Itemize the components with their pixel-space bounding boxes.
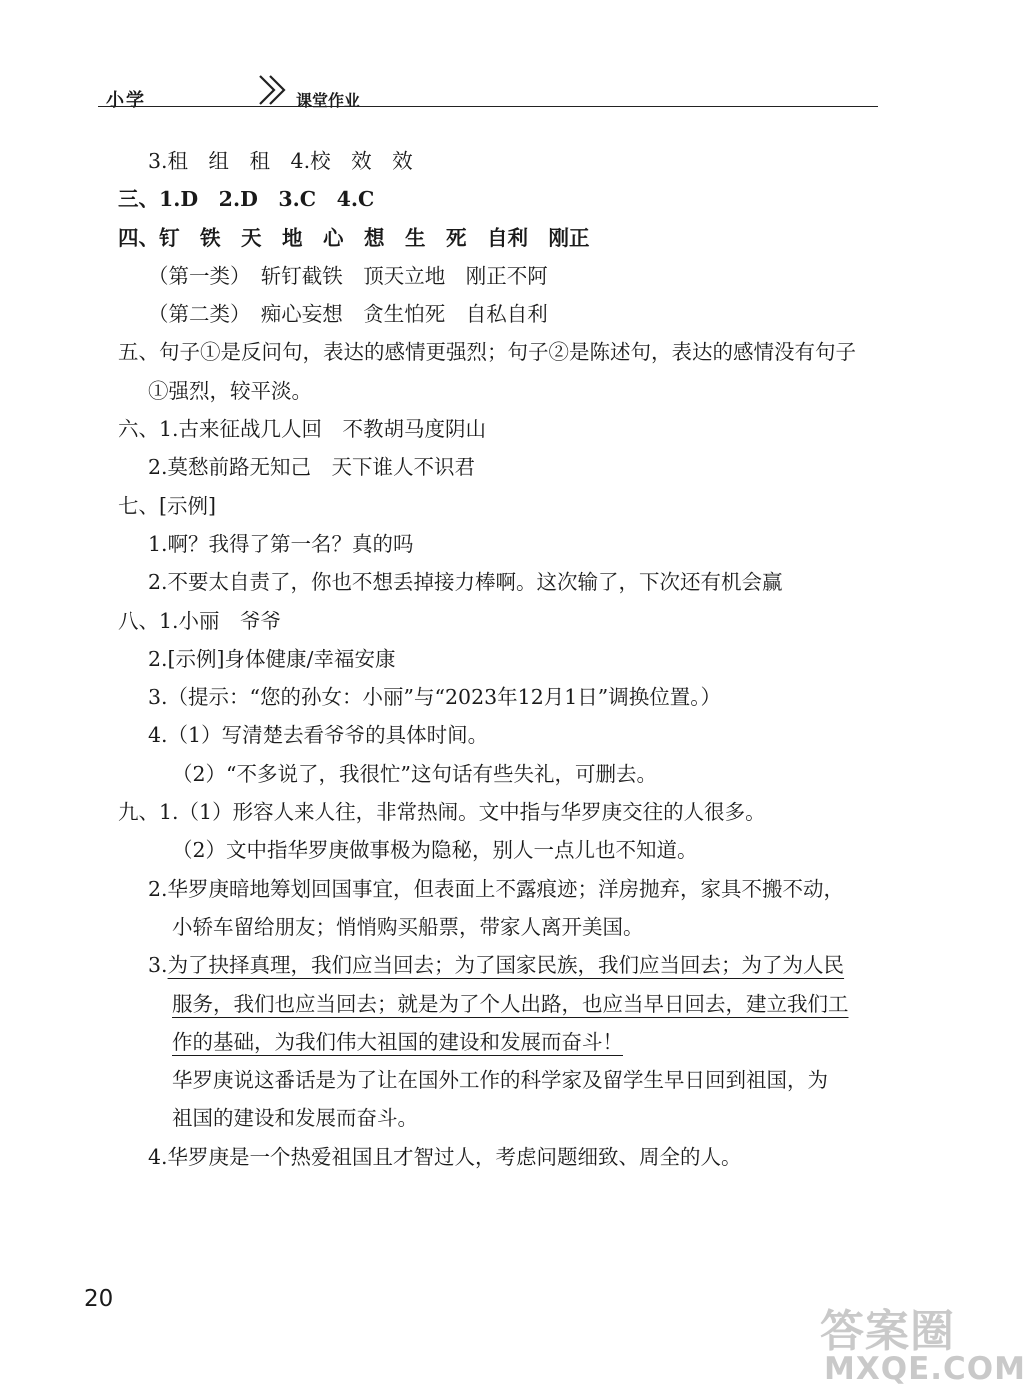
answer-line: 四、钉 铁 天 地 心 想 生 死 自利 刚正 [118, 225, 590, 250]
answer-line: 华罗庚说这番话是为了让在国外工作的科学家及留学生早日回到祖国，为 [172, 1068, 828, 1093]
answer-line: 3.租 组 租 4.校 效 效 [148, 149, 413, 173]
answer-content [118, 142, 898, 1176]
answer-line: 2.华罗庚暗地筹划回国事宜，但表面上不露痕迹；洋房抛弃，家具不搬不动， [148, 876, 845, 901]
underlined-quote: 为了抉择真理，我们应当回去；为了国家民族，我们应当回去；为了为人民 [167, 953, 845, 978]
answer-line: 2.不要太自责了，你也不想丢掉接力棒啊。这次输了，下次还有机会赢 [148, 570, 783, 595]
page-header [98, 66, 878, 110]
answer-line: 七、[示例] [118, 493, 216, 518]
answer-line: 1.啊？我得了第一名？真的吗 [148, 531, 414, 556]
answer-line: 祖国的建设和发展而奋斗。 [172, 1106, 418, 1131]
answer-line: ①强烈，较平淡。 [148, 378, 312, 403]
answer-line: 4.华罗庚是一个热爱祖国且才智过人，考虑问题细致、周全的人。 [148, 1144, 742, 1169]
watermark [820, 1295, 1026, 1391]
answer-line: 五、句子①是反问句，表达的感情更强烈；句子②是陈述句，表达的感情没有句子 [118, 340, 856, 365]
watermark-url: MXQE.COM [824, 1351, 1026, 1387]
double-chevron-icon [256, 72, 292, 108]
answer-line: （2）文中指华罗庚做事极为隐秘，别人一点儿也不知道。 [172, 838, 698, 863]
header-grade: 小学 [106, 90, 146, 111]
answer-number: 3. [148, 953, 168, 978]
underlined-quote: 作的基础，为我们伟大祖国的建设和发展而奋斗！ [172, 1029, 623, 1054]
answer-line [118, 946, 898, 984]
answer-line [118, 1023, 898, 1061]
answer-line: 八、1.小丽 爷爷 [118, 608, 282, 633]
answer-line: 九、1.（1）形容人来人往，非常热闹。文中指与华罗庚交往的人很多。 [118, 800, 766, 825]
answer-line: 三、1.D 2.D 3.C 4.C [118, 187, 375, 212]
watermark-logo: 答案圈 [820, 1306, 955, 1357]
answer-line: （第一类） 斩钉截铁 顶天立地 刚正不阿 [148, 263, 548, 288]
header-title: 课堂作业 [296, 91, 361, 110]
answer-line: 2.[示例]身体健康/幸福安康 [148, 646, 396, 671]
answer-line: 3.（提示：“您的孙女：小丽”与“2023年12月1日”调换位置。） [148, 685, 722, 710]
header-rule [98, 106, 878, 107]
page-number: 20 [84, 1286, 114, 1312]
answer-line: （2）“不多说了，我很忙”这句话有些失礼，可删去。 [172, 761, 658, 786]
answer-line: 六、1.古来征战几人回 不教胡马度阴山 [118, 417, 487, 442]
answer-line [118, 985, 898, 1023]
answer-line: 2.莫愁前路无知己 天下谁人不识君 [148, 455, 476, 480]
answer-line: 4.（1）写清楚去看爷爷的具体时间。 [148, 723, 489, 748]
answer-line: （第二类） 痴心妄想 贪生怕死 自私自利 [148, 302, 548, 327]
answer-line: 小轿车留给朋友；悄悄购买船票，带家人离开美国。 [172, 914, 644, 939]
underlined-quote: 服务，我们也应当回去；就是为了个人出路，也应当早日回去，建立我们工 [172, 991, 849, 1016]
